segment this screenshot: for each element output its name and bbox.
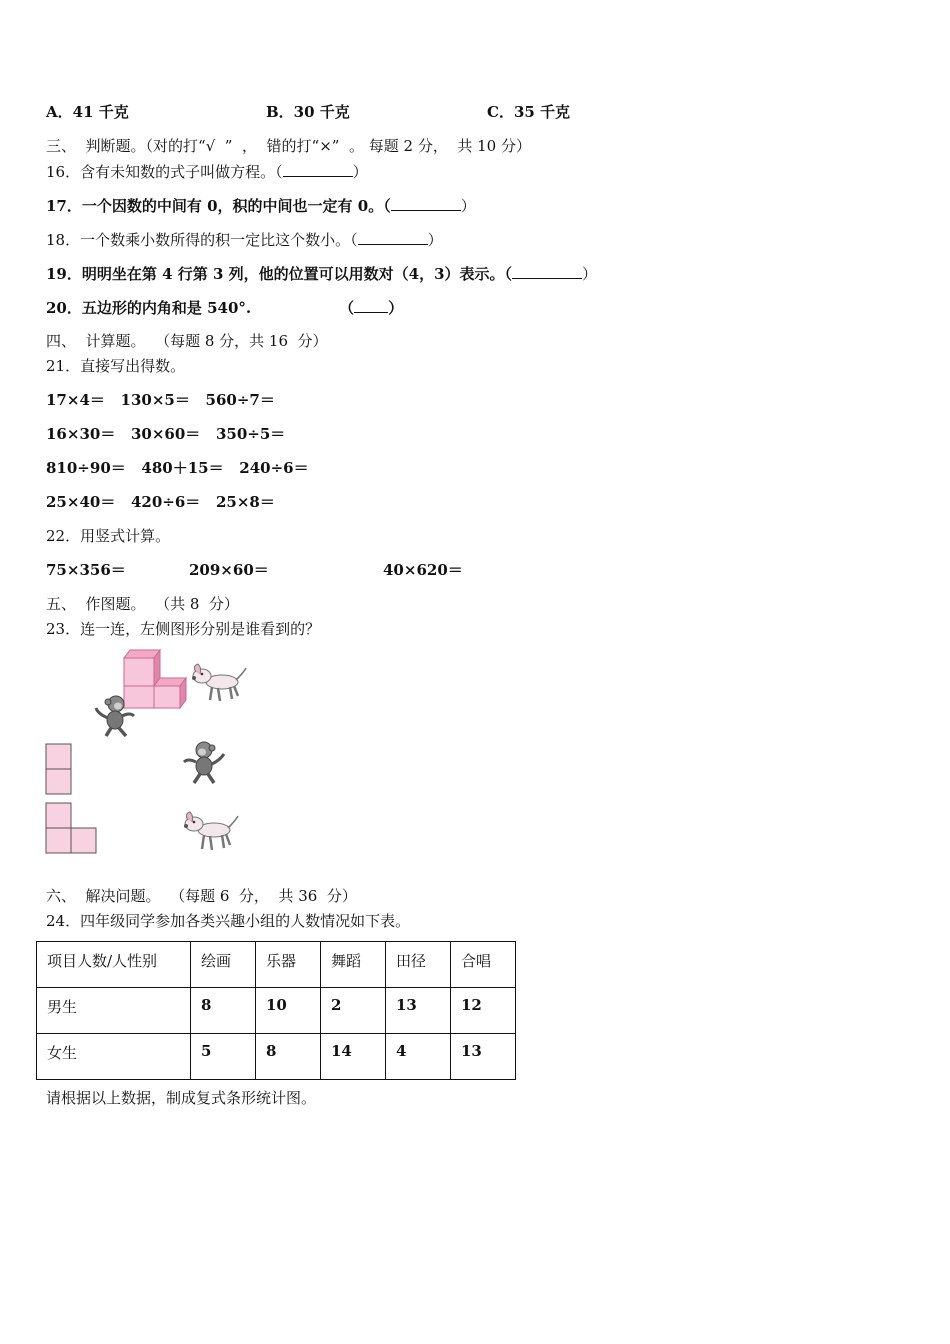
question-20: 20．五边形的内角和是 540°. （ ） [46, 299, 404, 317]
answer-blank[interactable] [358, 230, 428, 245]
calc-row: 16×30＝ 30×60＝ 350÷5＝ [46, 425, 286, 443]
table-header: 乐器 [256, 942, 321, 988]
option-a: A．41 千克 [46, 103, 129, 121]
dog-icon [182, 810, 240, 854]
chart-instruction: 请根据以上数据，制成复式条形统计图。 [46, 1089, 317, 1107]
monkey-icon [182, 740, 226, 786]
question-23-title: 23．连一连，左侧图形分别是谁看到的？ [46, 620, 321, 638]
table-cell: 8 [256, 1034, 321, 1080]
table-cell: 13 [451, 1034, 516, 1080]
table-cell: 14 [321, 1034, 386, 1080]
table-header: 项目人数/人性别 [37, 942, 191, 988]
table-cell: 4 [386, 1034, 451, 1080]
monkey-icon [94, 694, 136, 738]
table-cell: 13 [386, 988, 451, 1034]
table-cell: 2 [321, 988, 386, 1034]
answer-blank[interactable] [512, 264, 582, 279]
question-21-title: 21．直接写出得数。 [46, 357, 186, 375]
vertical-calc-2: 209×60＝ [189, 561, 269, 579]
question-19: 19．明明坐在第 4 行第 3 列，他的位置可以用数对（4，3）表示。（ ） [46, 265, 598, 283]
table-cell: 12 [451, 988, 516, 1034]
question-16: 16．含有未知数的式子叫做方程。（ ） [46, 163, 368, 181]
question-24-title: 24．四年级同学参加各类兴趣小组的人数情况如下表。 [46, 912, 411, 930]
option-c: C．35 千克 [487, 103, 571, 121]
dog-icon [190, 662, 248, 704]
table-row [37, 988, 516, 1034]
front-view-figure [45, 743, 73, 795]
table-header: 合唱 [451, 942, 516, 988]
answer-blank[interactable] [391, 196, 461, 211]
table-cell: 男生 [37, 988, 191, 1034]
table-cell: 8 [191, 988, 256, 1034]
table-header: 舞蹈 [321, 942, 386, 988]
interest-group-table [36, 941, 516, 1080]
table-header-row [37, 942, 516, 988]
table-row [37, 1034, 516, 1080]
answer-blank[interactable] [354, 298, 388, 313]
vertical-calc-1: 75×356＝ [46, 561, 126, 579]
section3-title: 三、 判断题。（对的打“√ ” ， 错的打“×” 。 每题 2 分， 共 10 分） [46, 137, 531, 155]
section6-title: 六、 解决问题。 （每题 6 分， 共 36 分） [46, 887, 357, 905]
table-header: 田径 [386, 942, 451, 988]
question-22-title: 22．用竖式计算。 [46, 527, 171, 545]
side-view-figure [45, 802, 99, 856]
calc-row: 810÷90＝ 480＋15＝ 240÷6＝ [46, 459, 309, 477]
question-18: 18．一个数乘小数所得的积一定比这个数小。（ ） [46, 231, 443, 249]
table-cell: 女生 [37, 1034, 191, 1080]
table-header: 绘画 [191, 942, 256, 988]
answer-blank[interactable] [283, 162, 353, 177]
calc-row: 25×40＝ 420÷6＝ 25×8＝ [46, 493, 275, 511]
table-cell: 10 [256, 988, 321, 1034]
question-17: 17．一个因数的中间有 0，积的中间也一定有 0。（ ） [46, 197, 476, 215]
calc-row: 17×4＝ 130×5＝ 560÷7＝ [46, 391, 275, 409]
table-cell: 5 [191, 1034, 256, 1080]
option-b: B．30 千克 [266, 103, 350, 121]
vertical-calc-3: 40×620＝ [383, 561, 463, 579]
section5-title: 五、 作图题。 （共 8 分） [46, 595, 239, 613]
section4-title: 四、 计算题。 （每题 8 分，共 16 分） [46, 332, 328, 350]
